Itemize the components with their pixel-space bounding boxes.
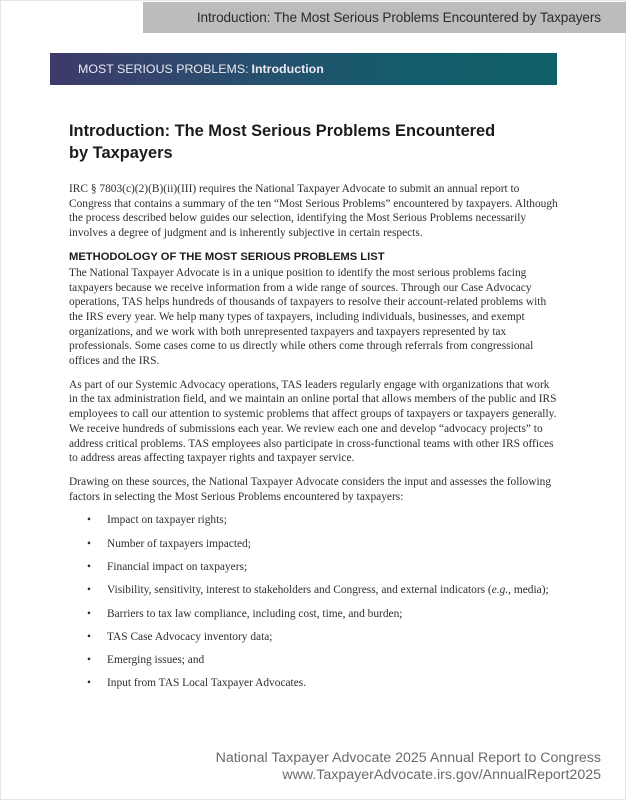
section-banner-label: MOST SERIOUS PROBLEMS: bbox=[78, 62, 249, 76]
methodology-heading: METHODOLOGY OF THE MOST SERIOUS PROBLEMS LIST bbox=[69, 250, 385, 263]
factor-text-italic: e.g., bbox=[491, 584, 512, 597]
page-footer bbox=[216, 750, 601, 784]
list-item bbox=[69, 630, 561, 645]
running-header bbox=[143, 2, 626, 33]
factor-text: Input from TAS Local Taxpayer Advocates. bbox=[107, 677, 307, 690]
factor-text: Barriers to tax law compliance, including cost, time, and burden; bbox=[107, 607, 403, 620]
bullet-icon: • bbox=[87, 607, 91, 620]
list-item bbox=[69, 537, 561, 552]
bullet-icon: • bbox=[87, 584, 91, 597]
factor-text-start: Visibility, sensitivity, interest to stakeholders and Congress, and external indicators ( bbox=[107, 584, 492, 597]
running-header-title: Introduction: The Most Serious Problems Encountered by Taxpayers bbox=[196, 10, 601, 25]
list-item bbox=[69, 583, 561, 598]
list-item bbox=[69, 653, 561, 668]
bullet-icon: • bbox=[87, 514, 91, 527]
methodology-paragraph-systemic-advocacy: As part of our Systemic Advocacy operations, TAS leaders regularly engage with organizations that work in the tax administration field, and we maintain an online portal that allows members of the public and IRS employees to call our attention to systemic problems that affect groups of taxpayers or taxpayers generally. We receive hundreds of submissions each year. We review each one and develop “advocacy projects” to address critical problems. TAS employees also participate in cross-functional teams with other IRS offices to address areas affecting taxpayer rights and taxpayer service. bbox=[69, 378, 557, 465]
bullet-icon: • bbox=[87, 560, 91, 573]
document-body bbox=[69, 182, 561, 700]
factor-text bbox=[107, 584, 549, 596]
factor-text: Impact on taxpayer rights; bbox=[107, 514, 227, 527]
list-item bbox=[69, 513, 561, 528]
bullet-icon: • bbox=[87, 677, 91, 690]
intro-paragraph: IRC § 7803(c)(2)(B)(ii)(III) requires the National Taxpayer Advocate to submit an annual report to Congress that contains a summary of the ten “Most Serious Problems” encountered by taxpayers. Although the process described below guides our selection, identifying the Most Serious Problems necessarily involves a degree of judgment and is inherently subjective in certain respects. bbox=[69, 183, 558, 240]
section-banner bbox=[50, 53, 557, 85]
list-item bbox=[69, 560, 561, 575]
factor-text: TAS Case Advocacy inventory data; bbox=[107, 630, 273, 643]
list-item bbox=[69, 676, 561, 691]
bullet-icon: • bbox=[87, 654, 91, 667]
factor-text: Number of taxpayers impacted; bbox=[107, 537, 251, 550]
factors-list bbox=[69, 513, 561, 691]
section-banner-label-bold: Introduction bbox=[251, 62, 324, 76]
footer-url[interactable]: www.TaxpayerAdvocate.irs.gov/AnnualReport2025 bbox=[282, 767, 601, 783]
factor-text: Financial impact on taxpayers; bbox=[107, 560, 248, 573]
methodology-paragraph-sources: The National Taxpayer Advocate is in a unique position to identify the most serious problems facing taxpayers because we receive information from a wide range of sources. Through our Case Advocacy operations, TAS helps hundreds of thousands of taxpayers to resolve their account-related problems with the IRS every year. We help many types of taxpayers, including individuals, businesses, and exempt organizations, and we work with both unrepresented taxpayers and taxpayers represented by tax professionals. Some cases come to us directly while others come through referrals from congressional offices and the IRS. bbox=[69, 266, 547, 368]
footer-report-title: National Taxpayer Advocate 2025 Annual Report to Congress bbox=[215, 750, 601, 766]
bullet-icon: • bbox=[87, 630, 91, 643]
page-title: Introduction: The Most Serious Problems Encountered by Taxpayers bbox=[69, 122, 496, 162]
methodology-paragraph-factors-intro: Drawing on these sources, the National Taxpayer Advocate considers the input and assesses the following factors in selecting the Most Serious Problems encountered by taxpayers: bbox=[69, 475, 552, 503]
factor-text: Emerging issues; and bbox=[107, 654, 205, 667]
bullet-icon: • bbox=[87, 537, 91, 550]
list-item bbox=[69, 607, 561, 622]
factor-text-end: media); bbox=[511, 584, 549, 597]
